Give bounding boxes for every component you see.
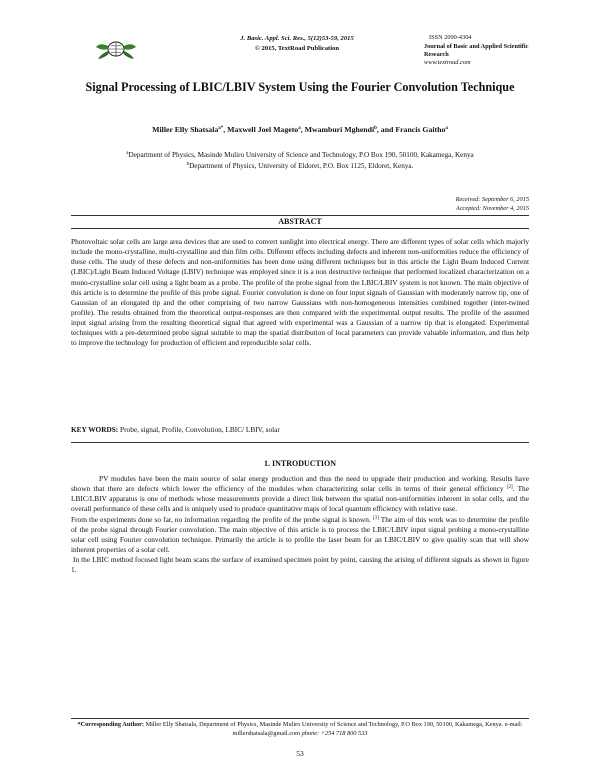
citation-ref[interactable]: [3] [372, 515, 379, 521]
affiliation-a [100, 150, 500, 161]
affiliations [100, 150, 500, 171]
journal-citation: J. Basic. Appl. Sci. Res., 5(12)53-59, 2015 [240, 35, 354, 42]
intro-paragraph-2 [71, 515, 529, 556]
footnote-label: *Corresponding Author: [77, 721, 144, 728]
keywords-label: KEY WORDS: [71, 425, 119, 434]
keywords-list: Probe, signal, Profile, Convolution, LBIC/ LBIV, solar [118, 425, 280, 434]
author-sup: a* [218, 126, 224, 131]
keywords [71, 425, 529, 434]
affiliation-text: Department of Physics, University of Eldoret, P.O. Box 1125, Eldoret, Kenya. [189, 161, 414, 170]
corresponding-author-footnote [71, 721, 529, 738]
author-separator: , [223, 125, 228, 134]
footnote-phone: phone: +254 718 800 533 [301, 729, 368, 737]
affiliation-sup: a [126, 151, 129, 156]
affiliation-sup: b [186, 161, 190, 167]
author-sup: b [374, 126, 377, 131]
author-sup: a [445, 126, 448, 131]
author-name: Miller Elly Shatsala [152, 125, 219, 134]
abstract-heading: ABSTRACT [278, 217, 322, 226]
citation-ref[interactable]: [2] [506, 485, 513, 491]
paper-title: Signal Processing of LBIC/LBIV System Using the Fourier Convolution Technique [85, 80, 515, 94]
copyright-line: © 2015, TextRoad Publication [254, 45, 340, 52]
journal-name: Journal of Basic and Applied Scientific Research [424, 43, 529, 58]
abstract-text: Photovoltaic solar cells are large area devices that are used to convert sunlight into electrical energy. There are different types of solar cells which majorly include the mono-crystalline, multi-crystalline and thin film cells. Different effects including defects and inherent non-uniformities reduce the efficiency of these cells. The study of these defects and non-uniformities has been done using different techniques but in this article the Light Beam Induced Current (LBIC)/Light Beam Induced Voltage (LBIV) technique was employed since it is a non destructive technique that performed localized characterization on a mono-crystalline solar cell using a light beam as a probe. The profile of the probe signal from the LBIC/LBIV system is not known. The main objective of this article is to determine the profile of this probe signal. Fourier convolution is done on four input signals of Gaussian with moderately narrow tip, one of Gaussian of an elongated tip and the other comprising of two narrow Gaussians with non-homogeneous intensities combined together (inter-twined profile). The results obtained from the theoretical output-responses are then compared with the experimental output results. The profile of the assumed input signal arising from the resulting theoretical signal that agreed with experimental was a Gaussian of a narrow tip that is elongated. Experimental techniques with a pre-determined probe signal suitable to map the spatial distribution of local parameters can provide valuable information, and thus help to improve the technology for production of efficient and reproducible solar cells. [71, 237, 529, 348]
affiliation-text: Department of Physics, Masinde Muliro University of Science and Technology, P.O Box 190, 50100, Kakamega, Kenya [128, 151, 474, 159]
author-list [60, 125, 540, 134]
abstract-top-rule [71, 215, 529, 216]
received-accepted-dates [380, 196, 529, 213]
footnote-text: Miller Elly Shatsala, Department of Physics, Masinde Muliro University of Science and Technology, P.O Box 190, 50100, Kakamega, Kenya. e-mail: millershatsala@gmail.com [144, 721, 523, 737]
received-date: Received: September 6, 2015 [455, 196, 529, 203]
leaf-globe-logo [94, 36, 138, 62]
journal-info-block [424, 34, 534, 67]
author-name: Francis Gaitho [395, 125, 446, 134]
intro-p1-text-cont: . The LBIC/LBIV apparatus is one of methods whose measurements provide a direct link between the spatial non-uniformities inherent in solar cells, and the overall performance of these cells and is uniquely used to produce quantitative maps of local quantum efficiency with relative ease. [71, 484, 529, 514]
intro-p2-text: From the experiments done so far, no information regarding the profile of the probe signal is known. [71, 514, 373, 524]
author-name: Maxwell Joel Mageto [227, 125, 299, 134]
intro-p2-text-cont: The aim of this work was to determine the profile of the probe signal through Fourier convolution. The main objective of this article is to process the LBIC/LBIV input signal probing a mono-crystalline solar cell using Fourier convolution technique. Primarily the article is to profile the laser beam for an LBIC/LBIV to give quality scan that will show inherent properties of a solar cell. [71, 514, 529, 554]
journal-citation-block [212, 34, 382, 54]
author-separator: , [300, 125, 305, 134]
intro-p1-text: PV modules have been the main source of solar energy production and thus the need to upgrade their production and working. Results have shown that there are defects which lower the efficiency of the modules when characterizing solar cells in terms of their general efficiency [71, 474, 529, 494]
author-sup: a [298, 126, 301, 131]
accepted-date: Accepted: November 4, 2015 [455, 204, 529, 212]
author-name: Mwamburi Mghendi [304, 125, 375, 134]
footnote-rule [71, 718, 529, 719]
intro-paragraph-1 [71, 474, 529, 515]
intro-paragraph-3: In the LBIC method focused light beam scans the surface of examined specimen point by point, causing the arising of different signals as shown in figure 1. [71, 555, 529, 575]
abstract-bottom-rule [71, 228, 529, 229]
journal-website[interactable]: www.textroad.com [424, 59, 471, 66]
author-separator: , and [376, 125, 396, 134]
issn: ISSN 2090-4304 [429, 34, 472, 41]
affiliation-b [100, 161, 500, 172]
page-number: 53 [296, 749, 304, 758]
introduction-body [71, 474, 529, 575]
introduction-heading: 1. INTRODUCTION [263, 459, 336, 468]
intro-top-rule [71, 442, 529, 443]
